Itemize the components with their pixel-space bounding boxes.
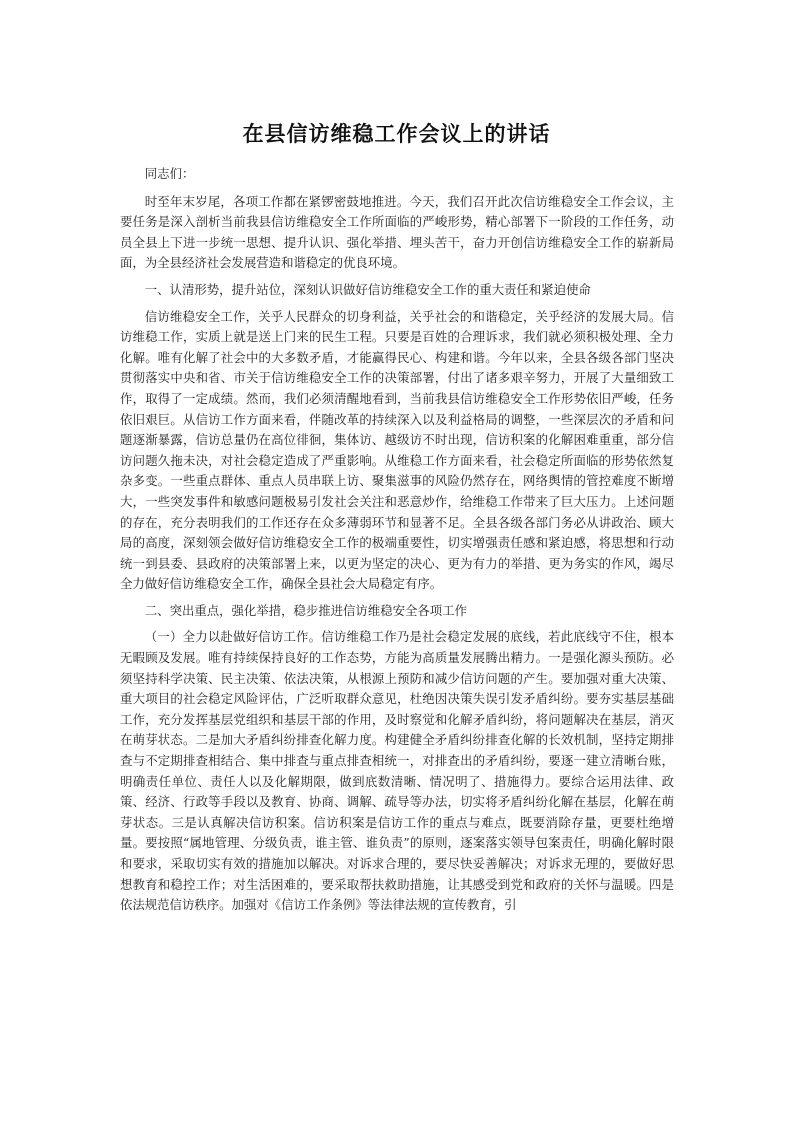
section-heading-2: 二、突出重点，强化举措，稳步推进信访维稳安全各项工作 [144, 602, 467, 618]
section-heading-1: 一、认清形势，提升站位，深刻认识做好信访维稳安全工作的重大责任和紧迫使命 [144, 281, 591, 297]
document-body [120, 164, 674, 922]
paragraph-petition-work: （一）全力以赴做好信访工作。信访维稳工作乃是社会稳定发展的底线，若此底线守不住，根本无暇顾及发展。唯有持续保持良好的工作态势，方能为高质量发展腾出精力。一是强化源头预防。必须坚持科学决策、民主决策、依法决策，从根源上预防和减少信访问题的产生。要加强对重大决策、重大项目的社会稳定风险评估，广泛听取群众意见，杜绝因决策失误引发矛盾纠纷。要夯实基层基础工作，充分发挥基层党组织和基层干部的作用，及时察觉和化解矛盾纠纷，将问题解决在基层，消灭在萌芽状态。二是加大矛盾纠纷排查化解力度。构建健全矛盾纠纷排查化解的长效机制，坚持定期排查与不定期排查相结合、集中排查与重点排查相统一，对排查出的矛盾纠纷，要逐一建立清晰台账，明确责任单位、责任人以及化解期限，做到底数清晰、情况明了、措施得力。要综合运用法律、政策、经济、行政等手段以及教育、协商、调解、疏导等办法，切实将矛盾纠纷化解在基层，化解在萌芽状态。三是认真解决信访积案。信访积案是信访工作的重点与难点，既要消除存量，更要杜绝增量。要按照“属地管理、分级负责，谁主管、谁负责”的原则，逐案落实领导包案责任，明确化解时限和要求，采取切实有效的措施加以解决。对诉求合理的，要尽快妥善解决；对诉求无理的，要做好思想教育和稳控工作；对生活困难的，要采取帮扶救助措施，让其感受到党和政府的关怀与温暖。四是依法规范信访秩序。加强对《信访工作条例》等法律法规的宣传教育，引 [120, 629, 674, 913]
paragraph-situation: 信访维稳安全工作，关乎人民群众的切身利益，关乎社会的和谐稳定，关乎经济的发展大局。信访维稳工作，实质上就是送上门来的民生工程。只要是百姓的合理诉求，我们就必须积极处理、全力化解。唯有化解了社会中的大多数矛盾，才能赢得民心、构建和谐。今年以来，全县各级各部门坚决贯彻落实中央和省、市关于信访维稳安全工作的决策部署，付出了诸多艰辛努力，开展了大量细致工作，取得了一定成绩。然而，我们必须清醒地看到，当前我县信访维稳安全工作形势依旧严峻，任务依旧艰巨。从信访工作方面来看，伴随改革的持续深入以及利益格局的调整，一些深层次的矛盾和问题逐渐暴露，信访总量仍在高位徘徊，集体访、越级访不时出现，信访积案的化解困难重重，部分信访问题久拖未决，对社会稳定造成了严重影响。从维稳工作方面来看，社会稳定所面临的形势依然复杂多变。一些重点群体、重点人员串联上访、聚集滋事的风险仍然存在，网络舆情的管控难度不断增大，一些突发事件和敏感问题极易引发社会关注和恶意炒作，给维稳工作带来了巨大压力。上述问题的存在，充分表明我们的工作还存在众多薄弱环节和显著不足。全县各级各部门务必从讲政治、顾大局的高度，深刻领会做好信访维稳安全工作的极端重要性，切实增强责任感和紧迫感，将思想和行动统一到县委、县政府的决策部署上来，以更为坚定的决心、更为有力的举措、更为务实的作风，竭尽全力做好信访维稳安全工作，确保全县社会大局稳定有序。 [120, 308, 674, 592]
page-title: 在县信访维稳工作会议上的讲话 [242, 121, 551, 146]
salutation: 同志们： [144, 166, 195, 181]
paragraph-intro: 时至年末岁尾，各项工作都在紧锣密鼓地推进。今天，我们召开此次信访维稳安全工作会议，主要任务是深入剖析当前我县信访维稳安全工作所面临的严峻形势，精心部署下一阶段的工作任务，动员全县上下进一步统一思想、提升认识、强化举措、埋头苦干，奋力开创信访维稳安全工作的崭新局面，为全县经济社会发展营造和谐稳定的优良环境。 [120, 193, 674, 271]
